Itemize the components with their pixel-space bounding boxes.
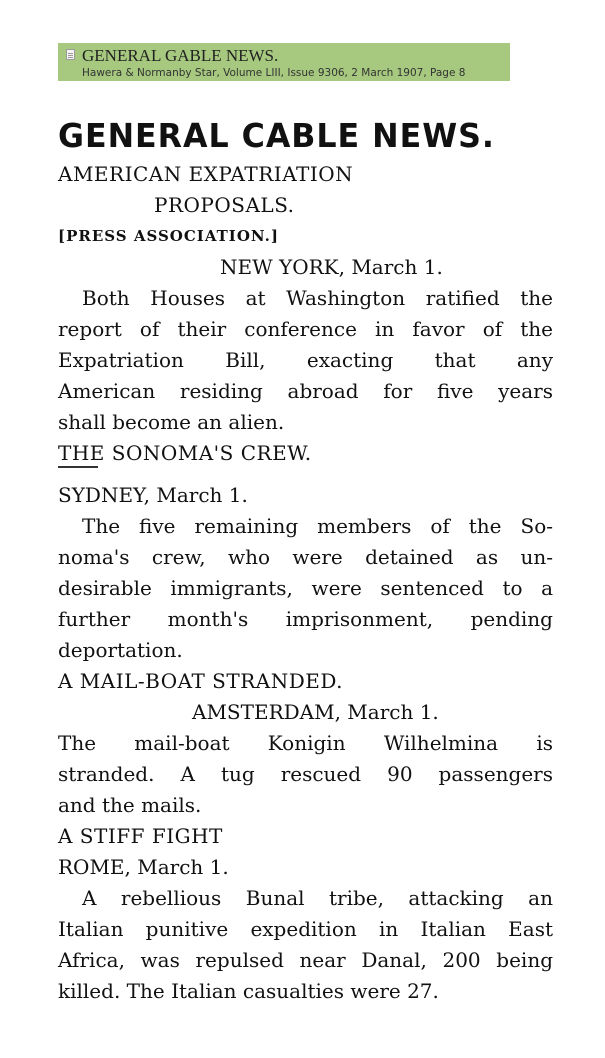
newspaper-clipping <box>58 115 553 1007</box>
article-paragraph <box>58 511 553 666</box>
text-line: Africa, was repulsed near Danal, 200 being <box>58 948 553 972</box>
section-heading: A STIFF FIGHT <box>58 824 223 848</box>
text-line: Both Houses at Washington ratified the <box>82 286 553 310</box>
text-line: noma's crew, who were detained as un- <box>58 545 553 569</box>
document-icon <box>66 49 75 60</box>
article-paragraph <box>58 728 553 821</box>
dateline: NEW YORK, March 1. <box>220 255 443 279</box>
text-line: further month's imprisonment, pending <box>58 607 553 631</box>
text-line: shall become an alien. <box>58 410 285 434</box>
text-line: American residing abroad for five years <box>58 379 553 403</box>
text-line: and the mails. <box>58 793 202 817</box>
text-line: Expatriation Bill, exacting that any <box>58 348 553 372</box>
text-line: A rebellious Bunal tribe, attacking an <box>82 886 553 910</box>
article-paragraph <box>58 283 553 438</box>
text-line: The five remaining members of the So- <box>82 514 553 538</box>
text-line: killed. The Italian casualties were 27. <box>58 979 439 1003</box>
dateline: AMSTERDAM, March 1. <box>192 700 439 724</box>
section-heading: PROPOSALS. <box>154 193 295 217</box>
article-paragraph <box>58 883 553 1007</box>
text-line: desirable immigrants, were sentenced to a <box>58 576 553 600</box>
section-heading: A MAIL-BOAT STRANDED. <box>58 669 344 693</box>
article-headline: GENERAL CABLE NEWS. <box>58 116 495 155</box>
text-line: deportation. <box>58 638 183 662</box>
text-line: Italian punitive expedition in Italian East <box>58 917 553 941</box>
article-title-banner <box>58 43 510 81</box>
text-line: The mail-boat Konigin Wilhelmina is <box>58 731 553 755</box>
dateline: SYDNEY, March 1. <box>58 483 248 507</box>
banner-title: GENERAL GABLE NEWS. <box>82 46 279 65</box>
dateline: ROME, March 1. <box>58 855 229 879</box>
banner-citation: Hawera & Normanby Star, Volume LIII, Issue 9306, 2 March 1907, Page 8 <box>82 67 466 79</box>
section-heading: AMERICAN EXPATRIATION <box>58 162 354 186</box>
text-line: stranded. A tug rescued 90 passengers <box>58 762 553 786</box>
press-association-credit: [PRESS ASSOCIATION.] <box>58 227 279 245</box>
section-heading: THE SONOMA'S CREW. <box>58 441 312 465</box>
text-line: report of their conference in favor of the <box>58 317 553 341</box>
